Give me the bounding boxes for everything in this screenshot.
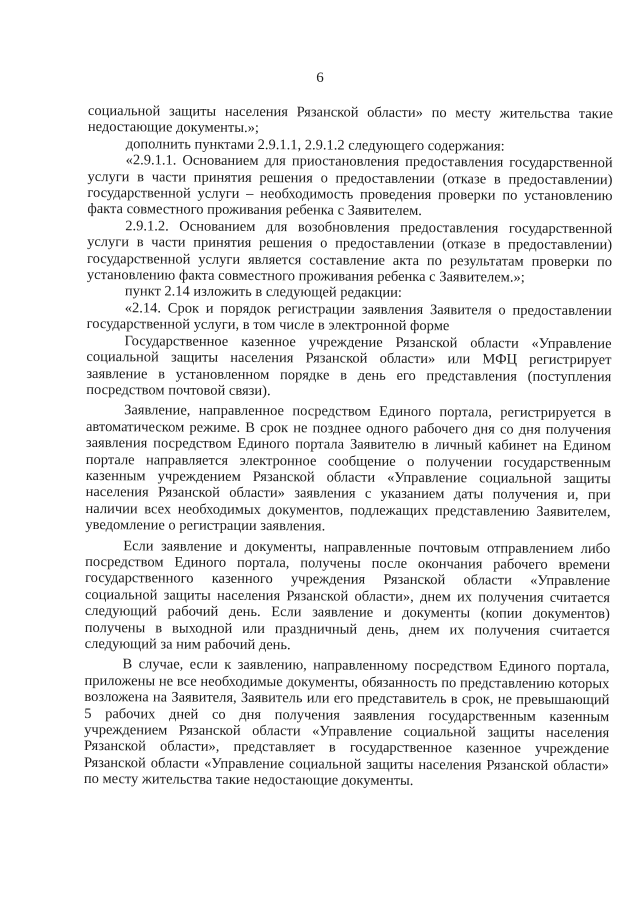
paragraph-continuation: социальной защиты населения Рязанской области» по месту жительства такие недостающие документы.»; [87, 103, 613, 137]
paragraph-portal-registration: Заявление, направленное посредством Единого портала, регистрируется в автоматическом режиме. В срок не позднее одного рабочего дня со дня получения заявления посредством Единого портала Заявителю в личный кабинет на Едином портале направляется электронное сообщение о получении государственным казенным учреждением Рязанской области «Управление социальной защиты населения Рязанской области» заявления с указанием даты получения и, при наличии всех необходимых документов, подлежащих представлению Заявителем, уведомление о регистрации заявления. [85, 402, 612, 535]
document-body [84, 103, 613, 791]
paragraph-missing-documents: В случае, если к заявлению, направленному посредством Единого портала, приложены не все необходимые документы, обязанность по представлению которых возложена на Заявителя, Заявитель или его представитель в срок, не превышающий 5 рабочих дней со дня получения заявления государственным казенным учреждением Рязанской области «Управление социальной защиты населения Рязанской области», представляет в государственное казенное учреждение Рязанской области «Управление социальной защиты населения Рязанской области» по месту жительства такие недостающие документы. [83, 656, 610, 790]
paragraph-2-9-1-1: «2.9.1.1. Основанием для приостановления предоставления государственной услуги в части принятия решения о предоставлении (отказе в предоставлении) государственной услуги – необходимость проведения проверки по установлению факта совместного проживания ребенка с Заявителем. [87, 152, 613, 220]
paragraph-2-9-1-2: 2.9.1.2. Основанием для возобновления предоставления государственной услуги в части принятия решения о предоставлении (отказе в предоставлении) государственной услуги является составление акта по результатам проверки по установлению факта совместного проживания ребенка с Заявителем.»; [86, 218, 613, 286]
paragraph-2-14-heading: «2.14. Срок и порядок регистрации заявления Заявителя о предоставлении государственной услуги, в том числе в электронной форме [86, 300, 612, 335]
paragraph-amendment-intro: дополнить пунктами 2.9.1.1, 2.9.1.2 следующего содержания: [125, 136, 505, 155]
page-number: 6 [316, 70, 324, 86]
paragraph-after-hours: Если заявление и документы, направленные почтовым отправлением либо посредством Единого портала, получены после окончания рабочего времени государственного казенного учреждения Рязанской области «Управление социальной защиты населения Рязанской области», днем их получения считается следующий рабочий день. Если заявление и документы (копии документов) получены в выходной или праздничный день, днем их получения считается следующий за ним рабочий день. [84, 537, 611, 654]
paragraph-2-14-intro: пункт 2.14 изложить в следующей редакции: [124, 283, 402, 302]
paragraph-registration: Государственное казенное учреждение Рязанской области «Управление социальной защиты населения Рязанской области» или МФЦ регистрирует заявление в установленном порядке в день его представления (поступления посредством почтовой связи). [86, 332, 612, 400]
